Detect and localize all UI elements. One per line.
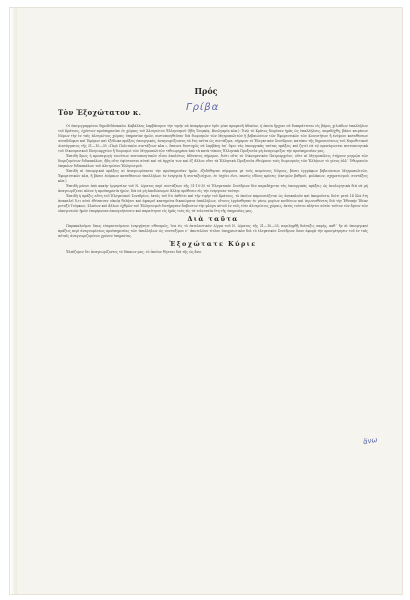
section-divider: Διὰ ταῦτα [187,214,239,223]
letter-body [58,124,368,255]
paragraph-whereas-3: Ἐπειδὴ μόνον ἀπὸ κακὴν ἑρμηνείαν τοῦ Ν. Δ/ματος περὶ συντάξεων τῆς 31-10-35 τὸ Ἐλεγκτικὸν Συνέδριον δὲν παραδέχεται τὰς ὑπουργικὰς πράξεις ὡς ἀνολογητικὰ διὰ νὰ μὴ ἀναγνωρίζεται πλέον ἡ προϋπηρεσία ἡμῶν, διὰ νὰ μὴ ἀποδώσωμεν ἄλλην πρόθεσιν εἰς τὴν ἐνέργειαν ταύτην. [58,184,368,193]
paragraph-request: Παρακαλοῦμεν ὅπως εὐαρεστούμενοι ἐνεργήσητε σθεναρῶς, ἵνα εἰς τὸ ἐκτελεστικὸν Δ/γμα τοῦ Ν. Δ/ματος τῆς 31—10—35, περιληφθῇ διάταξις σαφής, καθ᾽ ἣν αἱ ὑπουργικαὶ πράξεις περὶ ἀναγνωρίσεως προϋπηρεσίας τῶν ὑπαλλήλων ὡς συνταξίμου ν᾽ ἀποτελῶσι τίτλον ὑποχρεωτικὸν διὰ τὸ ἐλεγκτικὸν Συνέδριον ὅσον ἀφορᾷ τὴν προσμέτρησιν τοῦ ἐν ταῖς αὐταῖς ἀναγνωριζομένου χρόνου ὑπηρεσίας. [58,223,368,238]
paragraph-whereas-1: Ἐπειδὴ δμως ἡ προσαγωγὴ τοιούτων πιστοποιητικῶν εἶναι ἀπολύτως ἀδύνατος σήμερον, διότι οὔτε τὸ Οἰκουμενικὸν Πατριαρχεῖον, οὔτε αἱ Μητροπόλεις ἐτήρουν μητρῷα τῶν διοριζομένων διδασκάλων, ἤδη οὔτε ὑφίστανται αὐταὶ καὶ τὰ ἀρχεῖα των καὶ ἐξ ἄλλου οὔτε τὰ Ἑλληνικὰ Προξενεῖα ἐθεώρουν τοὺς διορισμοὺς τῶν Ἑλλήνων τὸ γένος ἀλλ᾽ Ὀθωμανῶν ὑπηκόων διδασκάλων τοῦ ἀλυτρώτου Ἑλληνισμοῦ. [58,153,368,168]
paragraph-whereas-4: Ἐπειδὴ ἡ πρᾶξις αὕτη τοῦ Ἐλεγκτικοῦ Συνεδρίου, ἐκτὸς τοῦ ὅτι ἐκθέτει καὶ τὴν τιμὴν τοῦ Κράτους, τὸ ὁποῖον παρουσιάζεται ὡς ἀνακαλοῦν καὶ ἀκυροῦντα, διότι μετὰ 14 ὅλα ἔτη ἀνακαλεῖ δ,τι αὐτὸ ἐθέσπισεν οἰκείᾳ θελήσει καὶ ἀφαιρεῖ κεκτημένα δικαιώματα ὑπαλλήλων, οἵτινες ἐργάσθησαν ἐν μέσῳ μυρίων κινδύνων καὶ ἀγωνισθέντες διὰ τὴν Ἐθνικὴν Ἰδέαν μεταξὺ Τούρκων, Σλαύων καὶ ἄλλων ἐχθρῶν τοῦ Ἑλληνισμοῦ διετήρησαν ἄσβεστον τὴν φλόγα αὐτοῦ ἐν ταῖς τότε ἀλυτρώτοις χώραις, ἐκτὸς τούτου πλήττει αὐτὸν τοῦτον τὸν ἄρτον τῶν οἰκογενειῶν ἡμῶν ἐπιφέρουσα ἀποογοήτευσιν καὶ παραίτησιν εἰς ἡμᾶς τοὺς εἰς τὰ τελευταῖα ἔτη τῆς ὑπηρεσίας μας, [58,194,368,213]
paragraph-intro: Οἱ ὑπογεγραμμένοι δημοδιδάσκαλοι Καβάλλας λαμβάνομεν τὴν τιμὴν νὰ ἀναφέρωμεν ὑμῖν μίαν προφανῆ ἀδικίαν, ἡ ὁποία ἤρχισε νὰ διαπράττεται εἰς βάρος χιλιάδων ὑπαλλήλων τοῦ Κράτους, ἐχόντων προϋπηρεσίαν ἐν χώραις τοῦ Ἀλυτρώτου Ἑλληνισμοῦ (ἤδη Τουρκίᾳ, Βουλγαρίᾳ κλπ.): Ἐνῷ τὸ Κράτος διορίσαν ἡμᾶς ὡς ὑπαλλήλους, παρεδέχθη, βάσει κειμένων Νόμων τὴν ἐν ταῖς ἀλυτρώτοις χώραις ὑπηρεσίαν ἡμῶν, πιστοποιηθεῖσαν διὰ διορισμῶν τῶν Μητροπολιτῶν ἢ βεβαιώσεων τῶν Ἐφορευτικῶν τῶν Κοινοτήτων ἢ ἐνόψιον καταθέσεων συναδέλφων καὶ Ἐφόρων καὶ ἐξέδωκε πράξεις ὑπουργικάς, ἀναγνωρίζουσας τὰ ἔτη ταῦτα ὡς συντάξιμα, σήμερον τὸ Ἐλεγκτικὸν Συνέδριον, κατόπιν τῆς δημοσιεύσεως τοῦ Νομοθετικοῦ Διατάγματος τῆς 31—10—35 «Περὶ Πολιτικῶν συντάξεων κλπ.», ἔπαυσε δυστυχῶς νὰ λαμβάνῃ ὑπ᾽ ὄψιν τὰς ὑπουργικὰς ταύτας πράξεις καὶ ζητεῖ νὰ τῷ προσάγωνται πιστοποιητικὰ τοῦ Οἰκουμενικοῦ Πατριαρχείου ἢ διορισμοὶ τῶν Μητροπολιτῶν τεθεωρημένα ἀπὸ τὰ κατὰ τόπους Ἑλληνικὰ Προξενεῖα μὴ ἀναγνωρίζον τὴν προϋπηρεσίαν μας. [58,124,368,153]
addressee-line: Τὸν Ἐξοχώτατον κ. [58,108,142,117]
letter-heading: Πρός [194,86,218,96]
paragraph-whereas-2: Ἐπειδὴ αἱ ὑπουργικαὶ πράξεις αἱ ἀναγνωρίσασαι τὴν προϋπηρεσίαν ἡμῶν, ἐξεδόθησαν σύμφωνα μὲ τοὺς κειμένους Νόμους, βάσει ἐγγράφων βεβαιώσεων Μητροπολιτῶν, Ἐφορευτικῶν κλπ, ἢ βάσει ἐνόρκων καταθέσεων ὑπαλλήλων ἐν ἐνεργείᾳ ἢ συνταξιούχων, ἐν ἰσχύει εἰσι, πανεὶς εἴδους κρίσεις (ἐκτιμῶν βαθμοῦ, φυλάκιον, σχηματισμοῦ, συντάξεις κλπ.) [58,168,368,183]
letter-page [10,8,402,594]
paragraph-closing: Ἐλπίζομεν ὅτι ἀναγνωρίζοντες τὸ δίκαιον μας, τὸ ὁποῖον θίγεται διὰ τῆς ὡς ἄνω [66,249,202,254]
handwritten-margin-note: ἄνω [362,435,378,447]
handwritten-name: Γρίβα [186,102,220,113]
salutation: Ἐξοχώτατε Κύριε [169,239,257,248]
